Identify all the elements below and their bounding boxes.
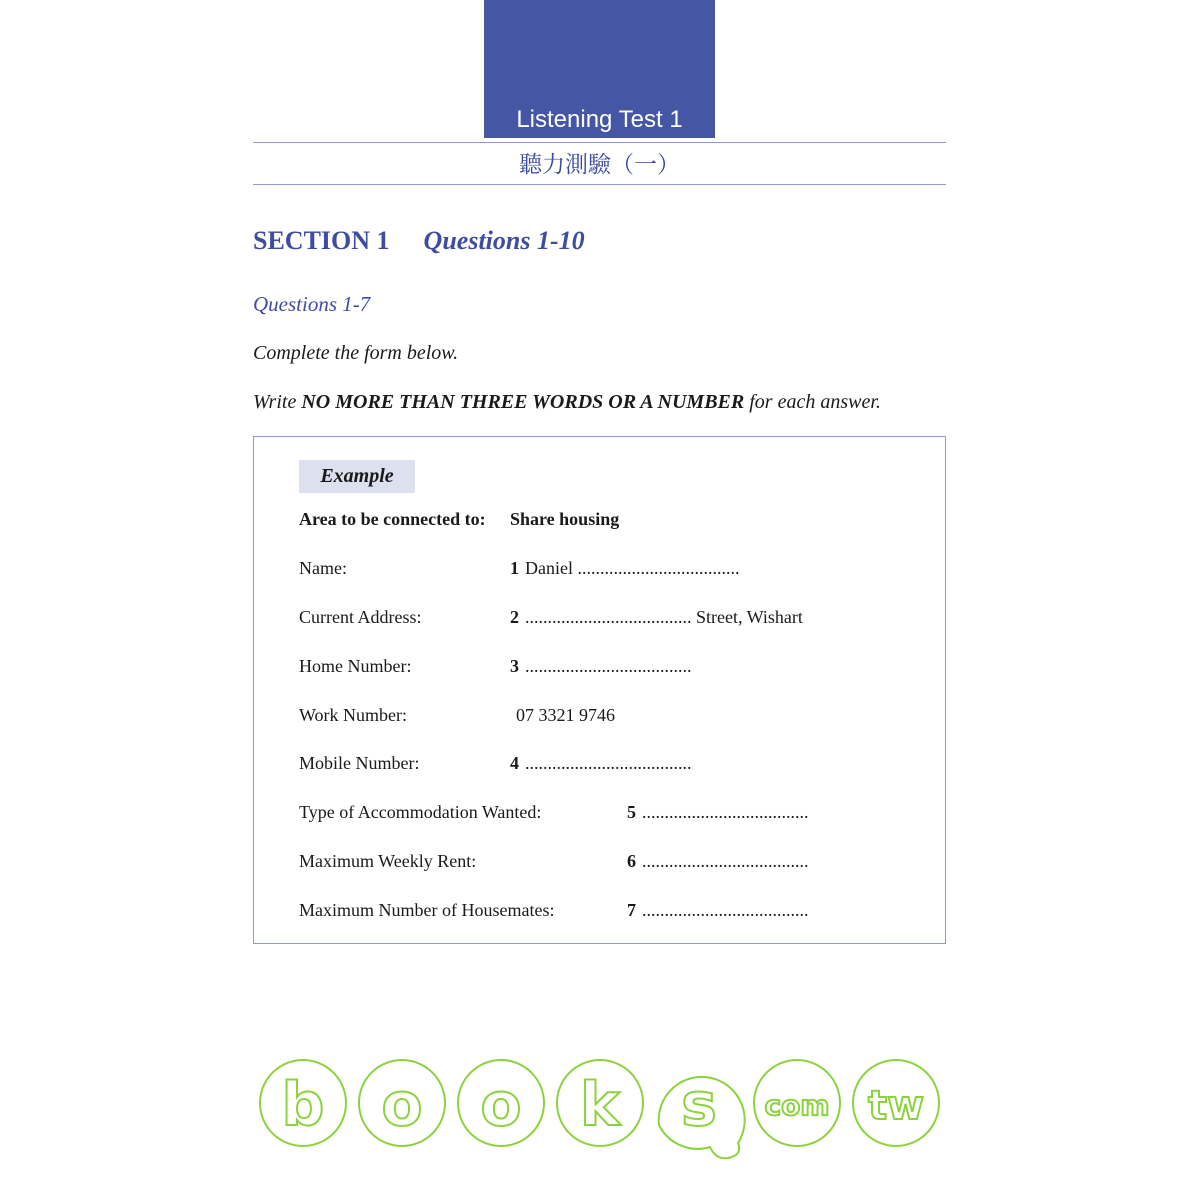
subsection-heading: Questions 1-7 — [253, 292, 371, 316]
answer-blank: Daniel .................................... — [525, 558, 740, 578]
question-number: 5 — [627, 802, 636, 822]
instruction-post: for each answer. — [744, 391, 881, 413]
answer-blank: ..................................... — [525, 656, 692, 676]
question-number: 2 — [510, 607, 519, 627]
form-row-label: Type of Accommodation Wanted: — [299, 802, 542, 822]
watermark-letter: k — [580, 1070, 620, 1140]
test-title: Listening Test 1 — [516, 106, 683, 133]
example-badge: Example — [299, 460, 415, 493]
example-row-value: Share housing — [510, 509, 620, 529]
answer-value: 07 3321 9746 — [516, 705, 615, 725]
watermark-letter: b — [281, 1070, 325, 1140]
watermark-letter: tw — [867, 1083, 925, 1129]
instruction-line-1: Complete the form below. — [253, 342, 459, 364]
question-number: 4 — [510, 753, 519, 773]
section-heading — [253, 226, 585, 256]
form-row-label: Work Number: — [299, 705, 408, 725]
watermark-letter: s — [681, 1070, 717, 1140]
question-number: 6 — [627, 851, 636, 871]
divider-bottom — [253, 184, 946, 185]
section-label: SECTION 1 — [253, 226, 390, 255]
divider-top — [253, 142, 946, 143]
chinese-title: 聽力測驗（一） — [519, 152, 680, 178]
form-row-label: Mobile Number: — [299, 753, 420, 773]
form-row-label: Current Address: — [299, 607, 422, 627]
instruction-line-2 — [253, 391, 881, 414]
question-number: 7 — [627, 900, 636, 920]
question-number: 1 — [510, 558, 519, 578]
instruction-emphasis: NO MORE THAN THREE WORDS OR A NUMBER — [301, 391, 745, 413]
instruction-pre: Write — [253, 391, 302, 413]
form-row-label: Home Number: — [299, 656, 412, 676]
question-number: 3 — [510, 656, 519, 676]
bookscomtw-watermark-logo — [258, 1055, 948, 1170]
answer-blank: ..................................... — [642, 851, 809, 871]
watermark-letter: o — [381, 1070, 423, 1140]
answer-blank: ..................................... — [642, 802, 809, 822]
example-row-label: Area to be connected to: — [299, 509, 486, 529]
header-tab — [484, 0, 715, 138]
form-row-label: Name: — [299, 558, 347, 578]
answer-blank: ..................................... — [642, 900, 809, 920]
watermark-letter: o — [480, 1070, 522, 1140]
form-row-label: Maximum Weekly Rent: — [299, 851, 477, 871]
form-row-label: Maximum Number of Housemates: — [299, 900, 555, 920]
watermark-letter: com — [764, 1089, 830, 1122]
answer-blank: ..................................... — [525, 753, 692, 773]
section-questions: Questions 1-10 — [423, 226, 585, 255]
answer-blank: ..................................... Street, Wishart — [525, 607, 803, 627]
